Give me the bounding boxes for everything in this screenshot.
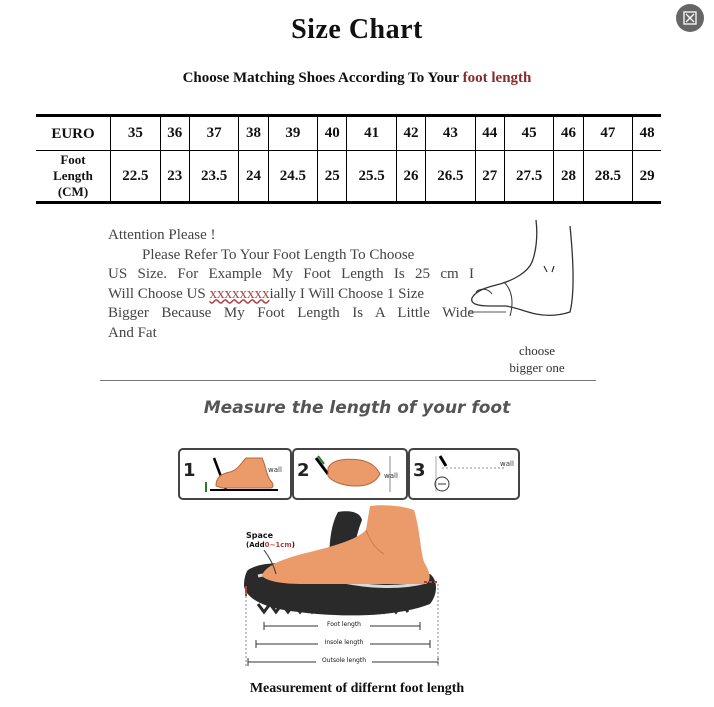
space-range-text: (Add [246,541,265,549]
diagram-caption: Measurement of differnt foot length [249,681,465,696]
subtitle [0,70,714,87]
step-number: 3 [413,460,426,481]
shoe-measurement-diagram [234,500,454,672]
measure-mark-icon [426,452,516,496]
insole-length-label: Insole length [324,639,364,646]
attention-redacted-text: xxxxxxxx [209,285,270,302]
close-x-icon [676,4,704,32]
subtitle-highlight: foot length [462,70,532,86]
page-title: Size Chart [291,14,423,45]
euro-size-cell: 40 [318,116,347,151]
foot-length-cell: 29 [633,151,661,203]
step-number: 2 [297,460,310,481]
euro-size-cell: 36 [160,116,189,151]
step-3-panel [408,448,520,500]
foot-length-label: Foot length [327,621,361,628]
step-1-panel [178,448,292,500]
euro-size-cell: 45 [504,116,554,151]
foot-length-cell: 27.5 [504,151,554,203]
attention-line: Bigger Because My Foot Length Is A Little Wide [108,305,474,321]
attention-line: And Fat [108,324,157,341]
foot-length-cell: 24 [239,151,268,203]
euro-size-cell: 43 [426,116,476,151]
section-divider [100,380,596,381]
euro-size-cell: 46 [554,116,583,151]
euro-header: EURO [36,116,111,151]
measure-title: Measure the length of your foot [203,398,511,418]
attention-line [108,285,474,305]
wall-label: wall [384,472,398,480]
attention-heading: Attention Please ! [108,227,216,243]
space-range-value: 0~1cm [264,541,292,549]
close-button[interactable] [676,4,704,32]
subtitle-prefix: Choose Matching Shoes According To Your [182,70,459,86]
space-label: Space [246,531,274,540]
euro-size-cell: 44 [475,116,504,151]
euro-size-cell: 42 [396,116,425,151]
attention-line: Please Refer To Your Foot Length To Choose [142,246,415,263]
choose-note-line: bigger one [509,360,565,375]
space-range-text: ) [291,541,295,549]
euro-size-cell: 48 [633,116,661,151]
foot-length-cell: 27 [475,151,504,203]
foot-length-header [36,151,111,203]
foot-wall-step-icon [196,452,288,496]
foot-length-header-line: Foot [60,152,86,167]
foot-length-cell: 25 [318,151,347,203]
euro-row [36,116,661,151]
attention-text: Will Choose US [108,285,206,302]
foot-length-cell: 22.5 [111,151,161,203]
wall-label: wall [500,460,514,468]
foot-length-cell: 28.5 [583,151,633,203]
euro-size-cell: 38 [239,116,268,151]
euro-size-cell: 39 [268,116,318,151]
foot-length-cell: 24.5 [268,151,318,203]
foot-length-cell: 26 [396,151,425,203]
wall-label: wall [268,466,282,474]
foot-length-row [36,151,661,203]
outsole-length-label: Outsole length [321,657,367,664]
euro-size-cell: 47 [583,116,633,151]
attention-note [108,226,474,343]
foot-length-cell: 28 [554,151,583,203]
attention-text: ially I Will Choose 1 Size [269,285,425,302]
size-table [36,114,661,204]
attention-line: US Size. For Example My Foot Length Is 25 cm I [108,266,474,282]
foot-length-cell: 23 [160,151,189,203]
euro-size-cell: 41 [347,116,397,151]
choose-bigger-note [506,342,568,376]
foot-length-cell: 25.5 [347,151,397,203]
foot-length-cell: 23.5 [189,151,239,203]
euro-size-cell: 35 [111,116,161,151]
space-range-label [246,541,295,549]
step-number: 1 [183,460,196,481]
foot-length-header-line: (CM) [57,184,89,199]
foot-length-header-line: Length [53,168,93,183]
foot-outline-icon [466,216,578,320]
choose-note-line: choose [518,343,556,358]
euro-size-cell: 37 [189,116,239,151]
step-2-panel [292,448,408,500]
foot-length-cell: 26.5 [426,151,476,203]
foot-top-view-icon [310,452,404,496]
